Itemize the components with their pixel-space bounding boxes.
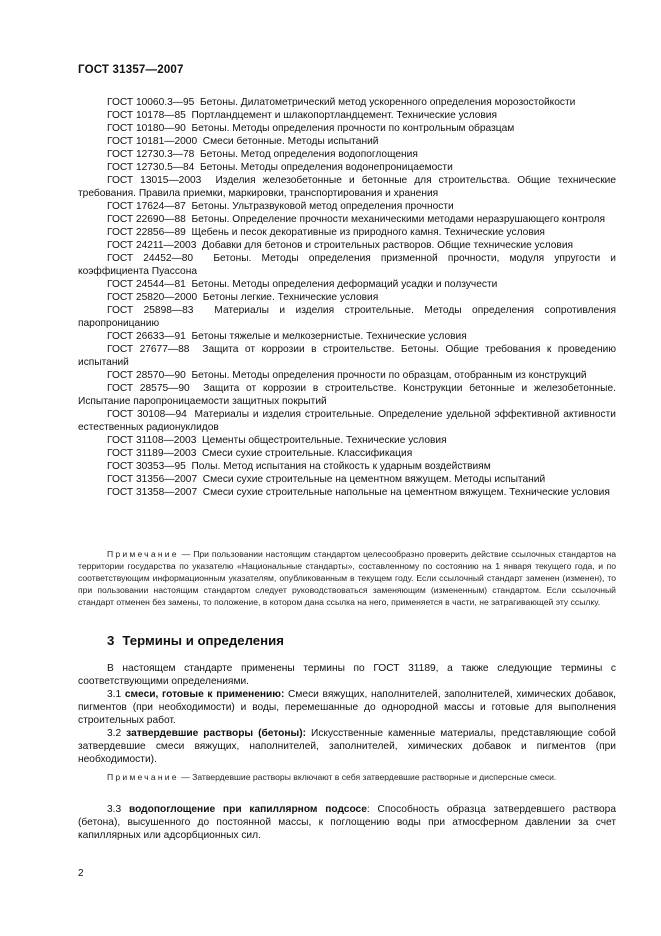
reference-title: Защита от коррозии в строительстве. Конструкции бетонные и железобетонные. Испытание паропроницаемости защитных покрытий	[78, 383, 616, 407]
reference-item	[78, 291, 616, 304]
reference-item	[78, 109, 616, 122]
reference-code: ГОСТ 12730.5—84	[107, 162, 195, 173]
term-text: : Способность образца затвердевшего раствора (бетона), высушенного до постоянной массы, к поглощению воды при атмосферном давлении за счет капиллярных или адсорбционных сил.	[78, 804, 616, 841]
reference-item	[78, 148, 616, 161]
reference-code: ГОСТ 30108—94	[107, 409, 187, 420]
section-number: 3	[107, 633, 115, 648]
note-text: — Затвердевшие растворы включают в себя затвердевшие растворные и дисперсные смеси.	[181, 772, 557, 782]
term-definition	[78, 688, 616, 727]
reference-code: ГОСТ 12730.3—78	[107, 149, 195, 160]
reference-code: ГОСТ 31189—2003	[107, 448, 197, 459]
term-name: смеси, готовые к применению:	[124, 689, 285, 700]
reference-code: ГОСТ 24452—80	[107, 253, 194, 264]
reference-item	[78, 304, 616, 330]
reference-code: ГОСТ 27677—88	[107, 344, 190, 355]
reference-item	[78, 408, 616, 434]
reference-item	[78, 174, 616, 200]
reference-item	[78, 369, 616, 382]
term-number: 3.2	[107, 728, 122, 739]
reference-code: ГОСТ 13015—2003	[107, 175, 202, 186]
term-text: Искусственные каменные материалы, представляющие собой затвердевшие смеси вяжущих, наполнителей, заполнителей, химических добавок и пигментов (при необходимости).	[78, 728, 616, 765]
reference-code: ГОСТ 22690—88	[107, 214, 186, 225]
reference-item	[78, 434, 616, 447]
reference-item	[78, 213, 616, 226]
terms-note	[78, 771, 616, 783]
reference-title: Смеси сухие строительные. Классификация	[202, 448, 413, 459]
reference-item	[78, 161, 616, 174]
reference-item	[78, 200, 616, 213]
reference-code: ГОСТ 10180—90	[107, 123, 186, 134]
reference-code: ГОСТ 17624—87	[107, 201, 186, 212]
reference-item	[78, 382, 616, 408]
reference-item	[78, 486, 616, 499]
reference-code: ГОСТ 28570—90	[107, 370, 186, 381]
reference-code: ГОСТ 10060.3—95	[107, 97, 195, 108]
reference-item	[78, 278, 616, 291]
reference-title: Бетоны. Дилатометрический метод ускоренного определения морозостойкости	[199, 97, 576, 108]
reference-title: Бетоны. Методы определения прочности по образцам, отобранным из конструкций	[191, 370, 587, 381]
reference-code: ГОСТ 31356—2007	[107, 474, 198, 485]
reference-item	[78, 122, 616, 135]
reference-title: Смеси сухие строительные на цементном вяжущем. Методы испытаний	[202, 474, 546, 485]
section-title: Термины и определения	[122, 633, 284, 648]
reference-code: ГОСТ 31358—2007	[107, 487, 198, 498]
reference-title: Бетоны. Определение прочности механическими методами неразрушающего контроля	[191, 214, 605, 225]
reference-title: Защита от коррозии в строительстве. Бетоны. Общие требования к проведению испытаний	[78, 344, 616, 368]
reference-item	[78, 135, 616, 148]
reference-title: Бетоны. Методы определения водонепроницаемости	[199, 162, 453, 173]
term-name: затвердевшие растворы (бетоны):	[126, 728, 307, 739]
reference-item	[78, 460, 616, 473]
term-text: Смеси вяжущих, наполнителей, заполнителей, химических добавок, пигментов (при необходимости) и воды, перемешанные до однородной массы и готовые для выполнения строительных работ.	[78, 689, 616, 726]
reference-item	[78, 343, 616, 369]
note-label: Примечание	[107, 549, 179, 559]
reference-title: Смеси сухие строительные напольные на цементном вяжущем. Технические условия	[202, 487, 610, 498]
reference-title: Изделия железобетонные и бетонные для строительства. Общие технические требования. Правила приемки, маркировки, транспортирования и хранения	[78, 175, 617, 199]
reference-code: ГОСТ 22856—89	[107, 227, 186, 238]
reference-list	[78, 96, 616, 499]
reference-item	[78, 330, 616, 343]
reference-item	[78, 447, 616, 460]
reference-title: Щебень и песок декоративные из природного камня. Технические условия	[191, 227, 545, 238]
reference-title: Бетоны. Методы определения призменной прочности, модуля упругости и коэффициента Пуассона	[78, 253, 616, 277]
page-number: 2	[78, 868, 84, 879]
reference-item	[78, 226, 616, 239]
reference-title: Материалы и изделия строительные. Методы определения сопротивления паропроницанию	[78, 305, 616, 329]
reference-code: ГОСТ 24211—2003	[107, 240, 197, 251]
section-heading	[107, 633, 284, 648]
reference-code: ГОСТ 24544—81	[107, 279, 186, 290]
reference-item	[78, 239, 616, 252]
reference-title: Бетоны тяжелые и мелкозернистые. Технические условия	[191, 331, 467, 342]
reference-title: Полы. Метод испытания на стойкость к ударным воздействиям	[191, 461, 491, 472]
note-text: — При пользовании настоящим стандартом целесообразно проверить действие ссылочных стандартов на территории государства по указателю «Национальные стандарты», составленному по состоянию на 1 января текущего года, и по соответствующим информационным указателям, опубликованным в текущем году. Если ссылочный стандарт заменен (изменен), то при пользовании настоящим стандартом следует руководствоваться заменяющим (измененным) стандартом. Если ссылочный стандарт отменен без замены, то положение, в котором дана ссылка на него, применяется в части, не затрагивающей эту ссылку.	[78, 549, 616, 608]
intro-paragraph: В настоящем стандарте применены термины по ГОСТ 31189, а также следующие термины с соответствующими определениями.	[78, 663, 616, 687]
term-definition	[78, 803, 616, 842]
reference-code: ГОСТ 25898—83	[107, 305, 194, 316]
reference-title: Бетоны. Методы определения деформаций усадки и ползучести	[191, 279, 498, 290]
note-label: Примечание	[107, 772, 179, 782]
reference-title: Бетоны. Метод определения водопоглощения	[199, 149, 418, 160]
reference-title: Бетоны легкие. Технические условия	[202, 292, 379, 303]
term-number: 3.3	[107, 804, 122, 815]
reference-item	[78, 252, 616, 278]
reference-item	[78, 473, 616, 486]
reference-title: Бетоны. Методы определения прочности по контрольным образцам	[191, 123, 515, 134]
reference-title: Портландцемент и шлакопортландцемент. Технические условия	[191, 110, 497, 121]
reference-code: ГОСТ 30353—95	[107, 461, 186, 472]
term-definition	[78, 727, 616, 766]
reference-code: ГОСТ 31108—2003	[107, 435, 197, 446]
references-note	[78, 548, 616, 608]
page-header: ГОСТ 31357—2007	[78, 64, 184, 76]
reference-title: Цементы общестроительные. Технические условия	[202, 435, 447, 446]
reference-title: Бетоны. Ультразвуковой метод определения прочности	[191, 201, 454, 212]
reference-title: Материалы и изделия строительные. Определение удельной эффективной активности естественных радионуклидов	[78, 409, 616, 433]
reference-code: ГОСТ 25820—2000	[107, 292, 198, 303]
reference-code: ГОСТ 10178—85	[107, 110, 186, 121]
term-number: 3.1	[107, 689, 122, 700]
reference-code: ГОСТ 28575—90	[107, 383, 190, 394]
reference-code: ГОСТ 26633—91	[107, 331, 186, 342]
reference-title: Смеси бетонные. Методы испытаний	[202, 136, 379, 147]
reference-item	[78, 96, 616, 109]
reference-code: ГОСТ 10181—2000	[107, 136, 198, 147]
reference-title: Добавки для бетонов и строительных растворов. Общие технические условия	[202, 240, 574, 251]
term-name: водопоглощение при капиллярном подсосе	[128, 804, 367, 815]
